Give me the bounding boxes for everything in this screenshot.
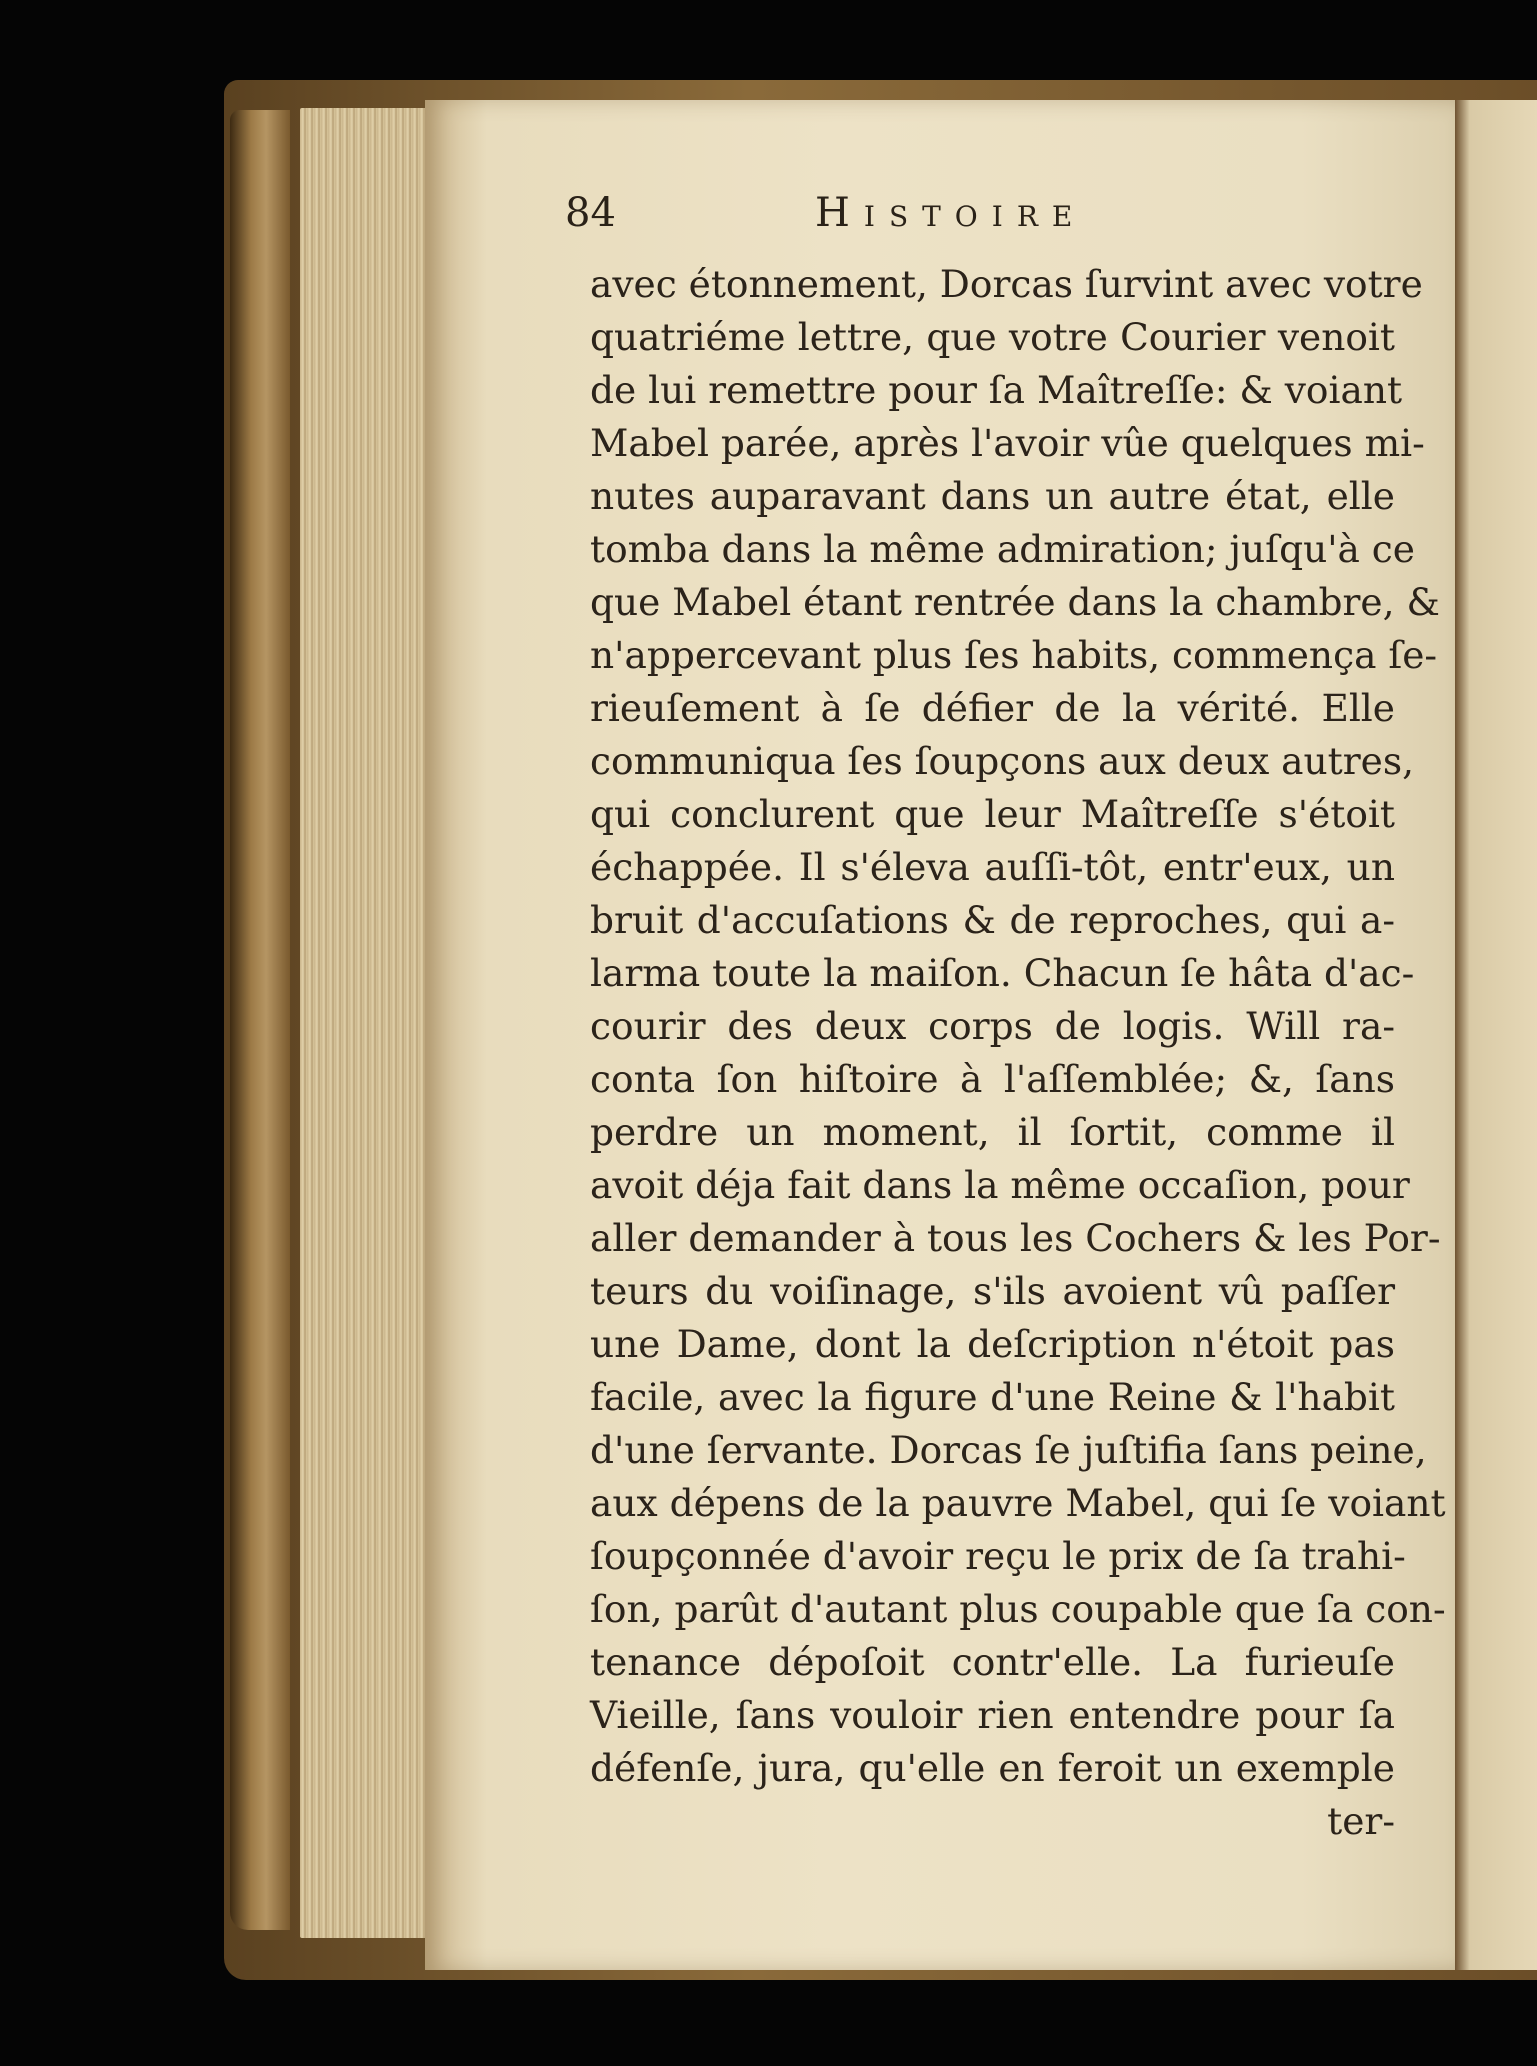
text-line: ſoupçonnée d'avoir reçu le prix de ſa trahi- [590,1534,1406,1578]
text-line: aller demander à tous les Cochers & les Por- [590,1216,1441,1260]
text-line: rieuſement à ſe défier de la vérité. Elle [590,686,1395,730]
text-line: quatriéme lettre, que votre Courier venoit [590,315,1395,359]
text-line: nutes auparavant dans un autre état, elle [590,474,1395,518]
page-edges [300,108,430,1938]
facing-page-edge [1455,100,1537,1970]
text-line: une Dame, dont la deſcription n'étoit pas [590,1322,1395,1366]
text-line: Mabel parée, après l'avoir vûe quelques mi- [590,421,1425,465]
text-line: larma toute la maiſon. Chacun ſe hâta d'ac- [590,951,1415,995]
page-header [565,190,1435,250]
text-line: que Mabel étant rentrée dans la chambre, & [590,580,1440,624]
text-line: communiqua ſes ſoupçons aux deux autres, [590,739,1415,783]
text-line: de lui remettre pour ſa Maîtreſſe: & voiant [590,368,1403,412]
page-number: 84 [565,190,616,236]
text-line: n'appercevant plus ſes habits, commença ſe- [590,633,1438,677]
text-line: perdre un moment, il ſortit, comme il [590,1110,1395,1154]
text-line: échappée. Il s'éleva auſſi-tôt, entr'eux, un [590,845,1395,889]
text-line: ſon, parût d'autant plus coupable que ſa con- [590,1587,1446,1631]
text-line: courir des deux corps de logis. Will ra- [590,1004,1395,1048]
text-line: tenance dépoſoit contr'elle. La furieuſe [590,1640,1395,1684]
text-line: teurs du voiſinage, s'ils avoient vû paſſer [590,1269,1395,1313]
book-spine-edge [230,110,290,1930]
text-line: conta ſon hiſtoire à l'aſſemblée; &, ſans [590,1057,1395,1101]
text-line: défenſe, jura, qu'elle en feroit un exemple [590,1746,1395,1790]
text-line: avec étonnement, Dorcas ſurvint avec votre [590,262,1423,306]
text-line: facile, avec la figure d'une Reine & l'habit [590,1375,1395,1419]
text-line: avoit déja fait dans la même occaſion, pour [590,1163,1410,1207]
text-line: d'une ſervante. Dorcas ſe juſtifia ſans peine, [590,1428,1427,1472]
text-line: bruit d'accuſations & de reproches, qui a- [590,898,1395,942]
text-line: qui conclurent que leur Maîtreſſe s'étoit [590,792,1395,836]
text-line: tomba dans la même admiration; juſqu'à ce [590,527,1415,571]
running-title: Histoire [815,190,1087,236]
text-line: aux dépens de la pauvre Mabel, qui ſe voiant [590,1481,1446,1525]
body-text [590,258,1446,1848]
text-line: Vieille, ſans vouloir rien entendre pour ſa [590,1693,1395,1737]
catchword: ter- [1327,1799,1395,1843]
